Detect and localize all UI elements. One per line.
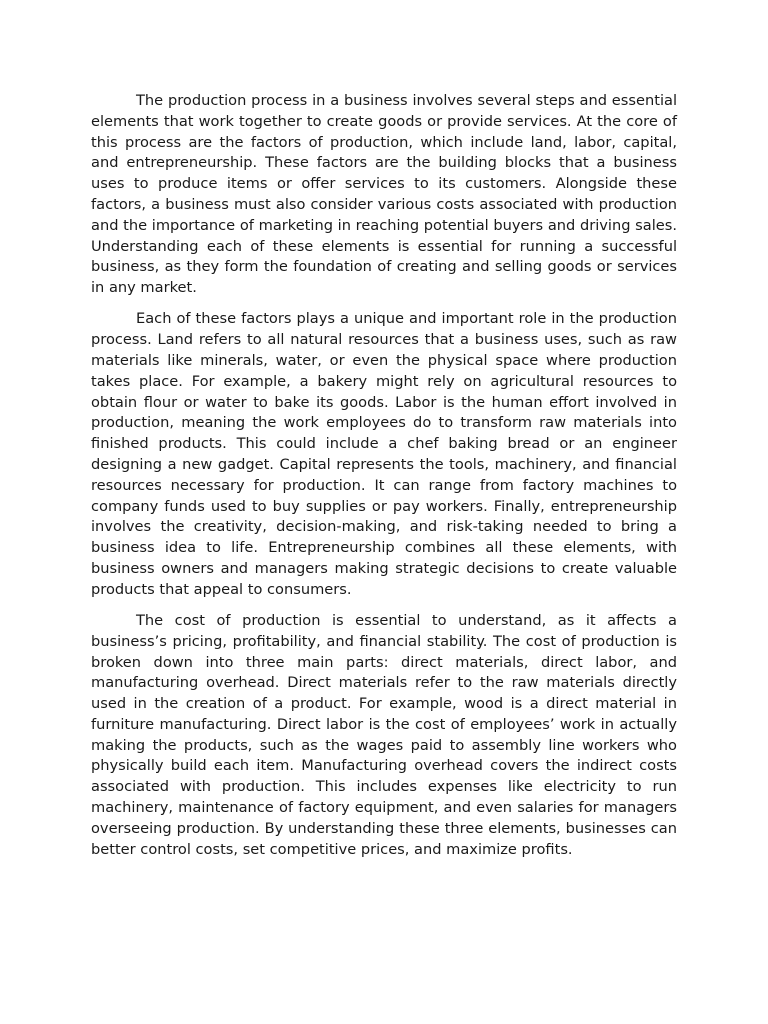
paragraph-factors-of-production: Each of these factors plays a unique and important role in the production process. Land refers to all natural resources that a business uses, such as raw materials like minerals, water, or even the physical space where production takes place. For example, a bakery might rely on agricultural resources to obtain flour or water to bake its goods. Labor is the human effort involved in production, meaning the work employees do to transform raw materials into finished products. This could include a chef baking bread or an engineer designing a new gadget. Capital represents the tools, machinery, and financial resources necessary for production. It can range from factory machines to company funds used to buy supplies or pay workers. Finally, entrepreneurship involves the creativity, decision-making, and risk-taking needed to bring a business idea to life. Entrepreneurship combines all these elements, with business owners and managers making strategic decisions to create valuable products that appeal to consumers. [91,310,677,598]
document-body [91,91,677,871]
paragraph-cost-of-production: The cost of production is essential to understand, as it affects a business’s pricing, profitability, and financial stability. The cost of production is broken down into three main parts: direct materials, direct labor, and manufacturing overhead. Direct materials refer to the raw materials directly used in the creation of a product. For example, wood is a direct material in furniture manufacturing. Direct labor is the cost of employees’ work in actually making the products, such as the wages paid to assembly line workers who physically build each item. Manufacturing overhead covers the indirect costs associated with production. This includes expenses like electricity to run machinery, maintenance of factory equipment, and even salaries for managers overseeing production. By understanding these three elements, businesses can better control costs, set competitive prices, and maximize profits. [91,611,677,858]
paragraph-production-process: The production process in a business involves several steps and essential elements that work together to create goods or provide services. At the core of this process are the factors of production, which include land, labor, capital, and entrepreneurship. These factors are the building blocks that a business uses to produce items or offer services to its customers. Alongside these factors, a business must also consider various costs associated with production and the importance of marketing in reaching potential buyers and driving sales. Understanding each of these elements is essential for running a successful business, as they form the foundation of creating and selling goods or services in any market. [91,92,677,297]
